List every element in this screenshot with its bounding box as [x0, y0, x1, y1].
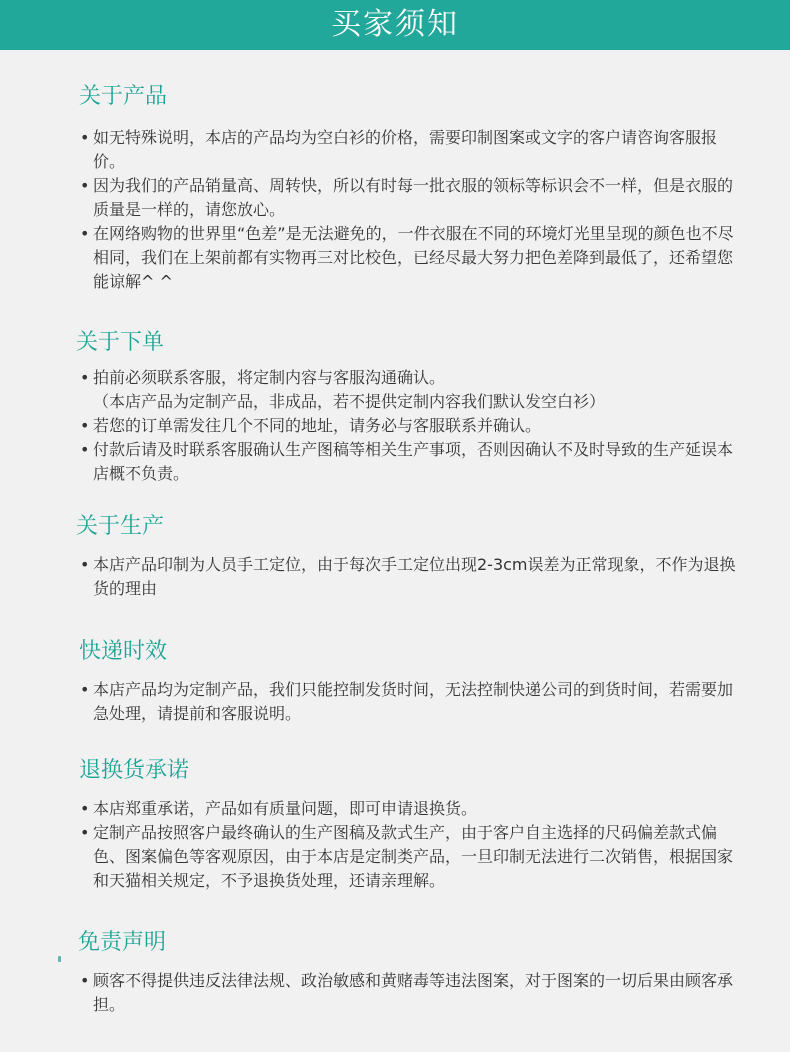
- section-order: [0, 328, 790, 486]
- list-item: • 在网络购物的世界里“色差”是无法避免的，一件衣服在不同的环境灯光里呈现的颜色也不尽相同，我们在上架前都有实物再三对比校色，已经尽最大努力把色差降到最低了，还希望您能谅解^ ^: [80, 224, 734, 291]
- page-header: [0, 0, 790, 50]
- bullet-icon: •: [80, 823, 90, 842]
- list-item: • 如无特殊说明，本店的产品均为空白衫的价格，需要印制图案或文字的客户请咨询客服报价。: [80, 128, 718, 171]
- section-disclaimer: [0, 928, 790, 1017]
- section-items: [0, 797, 790, 893]
- list-item: • 拍前必须联系客服，将定制内容与客服沟通确认。: [80, 366, 743, 390]
- section-items: [0, 553, 790, 601]
- section-returns: [0, 756, 790, 893]
- section-title: 关于生产: [76, 514, 165, 539]
- bullet-icon: •: [80, 799, 90, 818]
- list-item: • 本店产品均为定制产品，我们只能控制发货时间，无法控制快递公司的到货时间，若需要加急处理，请提前和客服说明。: [80, 680, 734, 723]
- bullet-icon: •: [80, 176, 90, 195]
- section-title: 关于产品: [79, 84, 168, 109]
- notice-content: [0, 50, 790, 1052]
- list-item: • 顾客不得提供违反法律法规、政治敏感和黄赌毒等违法图案，对于图案的一切后果由顾客承担。: [80, 971, 734, 1014]
- list-item: • 本店郑重承诺，产品如有质量问题，即可申请退换货。: [80, 797, 743, 821]
- section-title: 免责声明: [78, 930, 167, 955]
- list-item: • 付款后请及时联系客服确认生产图稿等相关生产事项，否则因确认不及时导致的生产延误本店概不负责。: [80, 440, 734, 483]
- bullet-icon: •: [80, 416, 90, 435]
- decorative-mark: [58, 956, 61, 962]
- section-items: [0, 366, 790, 486]
- bullet-icon: •: [80, 440, 90, 459]
- bullet-icon: •: [80, 971, 90, 990]
- list-item: • 本店产品印制为人员手工定位，由于每次手工定位出现2-3cm误差为正常现象，不作为退换货的理由: [80, 555, 736, 598]
- bullet-icon: •: [80, 128, 90, 147]
- list-item: • 若您的订单需发往几个不同的地址，请务必与客服联系并确认。: [80, 414, 743, 438]
- page-title: 买家须知: [331, 7, 459, 42]
- section-production: [0, 512, 790, 601]
- bullet-icon: •: [80, 555, 90, 574]
- section-items: [0, 678, 790, 726]
- list-item: • 定制产品按照客户最终确认的生产图稿及款式生产，由于客户自主选择的尺码偏差款式偏色、图案偏色等客观原因，由于本店是定制类产品，一旦印制无法进行二次销售，根据国家和天猫相关规定，不予退换货处理，还请亲理解。: [80, 823, 734, 890]
- bullet-icon: •: [80, 680, 90, 699]
- section-items: [0, 126, 790, 294]
- bullet-icon: •: [80, 224, 90, 243]
- section-items: [0, 969, 790, 1017]
- list-item: • 因为我们的产品销量高、周转快，所以有时每一批衣服的领标等标识会不一样，但是衣服的质量是一样的，请您放心。: [80, 176, 734, 219]
- section-product: [0, 82, 790, 294]
- section-shipping: [0, 637, 790, 726]
- section-title: 退换货承诺: [79, 758, 190, 783]
- bullet-icon: •: [80, 368, 90, 387]
- section-title: 快递时效: [79, 639, 168, 664]
- order-note: （本店产品为定制产品，非成品，若不提供定制内容我们默认发空白衫）: [93, 392, 606, 411]
- section-title: 关于下单: [76, 330, 165, 355]
